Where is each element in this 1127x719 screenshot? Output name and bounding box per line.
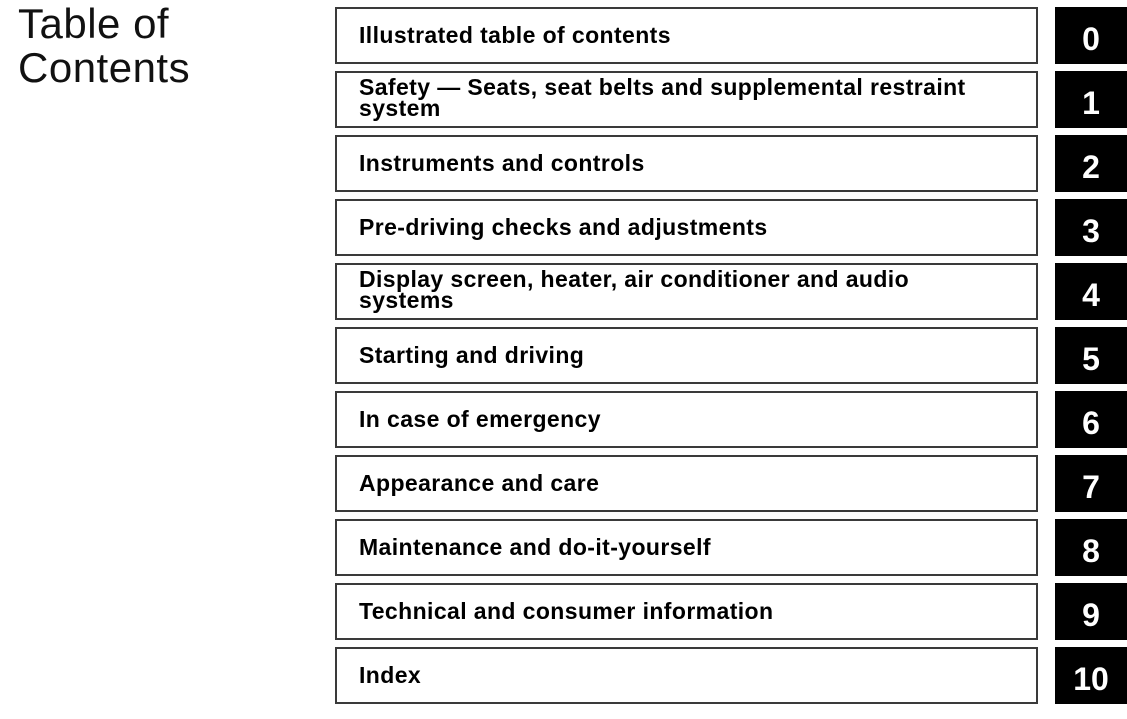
toc-item-label[interactable]: Pre-driving checks and adjustments — [359, 214, 768, 240]
chapter-tab-7[interactable]: 7 — [1055, 455, 1127, 512]
toc-item-box[interactable] — [335, 391, 1038, 448]
toc-item-technical-and-consumer-information[interactable] — [335, 583, 1127, 640]
toc-item-label[interactable]: Instruments and controls — [359, 150, 645, 176]
toc-item-label[interactable]: Illustrated table of contents — [359, 22, 671, 48]
toc-item-box[interactable] — [335, 71, 1038, 128]
chapter-tab-0[interactable]: 0 — [1055, 7, 1127, 64]
chapter-tab-8[interactable]: 8 — [1055, 519, 1127, 576]
page-title-line-1: Table of — [18, 0, 170, 47]
chapter-tab-2[interactable]: 2 — [1055, 135, 1127, 192]
chapter-tab-9[interactable]: 9 — [1055, 583, 1127, 640]
toc-item-pre-driving-checks[interactable] — [335, 199, 1127, 256]
toc-item-appearance-and-care[interactable] — [335, 455, 1127, 512]
toc-item-box[interactable] — [335, 263, 1038, 320]
toc-item-box[interactable] — [335, 583, 1038, 640]
toc-item-safety[interactable] — [335, 71, 1127, 128]
chapter-tab-1[interactable]: 1 — [1055, 71, 1127, 128]
toc-item-box[interactable] — [335, 455, 1038, 512]
toc-item-box[interactable] — [335, 135, 1038, 192]
toc-item-starting-and-driving[interactable] — [335, 327, 1127, 384]
toc-item-illustrated-table-of-contents[interactable] — [335, 7, 1127, 64]
toc-item-box[interactable] — [335, 647, 1038, 704]
toc-item-label[interactable]: Safety — Seats, seat belts and supplemental restraint system — [359, 73, 966, 121]
chapter-tab-10[interactable]: 10 — [1055, 647, 1127, 704]
toc-item-label[interactable]: Starting and driving — [359, 342, 585, 368]
toc-item-label[interactable]: Technical and consumer information — [359, 598, 774, 624]
chapter-tab-3[interactable]: 3 — [1055, 199, 1127, 256]
chapter-tab-5[interactable]: 5 — [1055, 327, 1127, 384]
toc-item-index[interactable] — [335, 647, 1127, 704]
toc-item-box[interactable] — [335, 7, 1038, 64]
toc-item-label[interactable]: In case of emergency — [359, 406, 601, 432]
toc-item-box[interactable] — [335, 519, 1038, 576]
toc-item-instruments-and-controls[interactable] — [335, 135, 1127, 192]
toc-item-box[interactable] — [335, 327, 1038, 384]
toc-item-box[interactable] — [335, 199, 1038, 256]
toc-item-label[interactable]: Index — [359, 662, 422, 688]
toc-item-in-case-of-emergency[interactable] — [335, 391, 1127, 448]
chapter-tab-4[interactable]: 4 — [1055, 263, 1127, 320]
toc-item-label[interactable]: Appearance and care — [359, 470, 600, 496]
toc-item-label[interactable]: Maintenance and do-it-yourself — [359, 534, 711, 560]
toc-item-label[interactable]: Display screen, heater, air conditioner and audio systems — [359, 265, 910, 313]
page-title-line-2: Contents — [18, 44, 191, 91]
toc-item-display-screen-heater-audio[interactable] — [335, 263, 1127, 320]
toc-item-maintenance[interactable] — [335, 519, 1127, 576]
chapter-tab-6[interactable]: 6 — [1055, 391, 1127, 448]
